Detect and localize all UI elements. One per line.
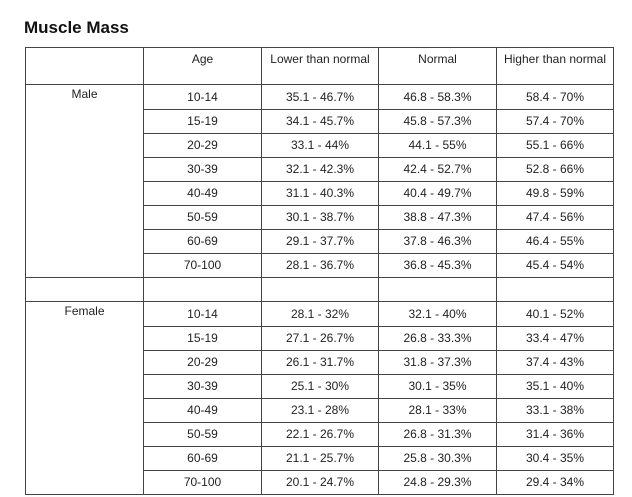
group-label: Male (26, 85, 144, 110)
higher-cell: 31.4 - 36% (497, 422, 614, 446)
normal-cell: 42.4 - 52.7% (379, 157, 497, 181)
table-row (26, 109, 614, 133)
age-cell: 40-49 (144, 181, 262, 205)
higher-cell: 55.1 - 66% (497, 133, 614, 157)
normal-cell: 36.8 - 45.3% (379, 253, 497, 278)
empty-cell (144, 278, 262, 302)
group-cell (26, 422, 144, 446)
higher-cell: 47.4 - 56% (497, 205, 614, 229)
lower-cell: 28.1 - 32% (262, 302, 379, 327)
normal-cell: 46.8 - 58.3% (379, 85, 497, 110)
normal-cell: 24.8 - 29.3% (379, 470, 497, 495)
lower-cell: 25.1 - 30% (262, 374, 379, 398)
higher-cell: 52.8 - 66% (497, 157, 614, 181)
age-cell: 30-39 (144, 374, 262, 398)
table-row (26, 398, 614, 422)
group-label: Female (26, 302, 144, 327)
normal-cell: 30.1 - 35% (379, 374, 497, 398)
age-cell: 70-100 (144, 253, 262, 278)
higher-cell: 58.4 - 70% (497, 85, 614, 110)
table-row (26, 229, 614, 253)
group-cell (26, 109, 144, 133)
group-cell (26, 470, 144, 495)
table-row (26, 470, 614, 495)
higher-cell: 46.4 - 55% (497, 229, 614, 253)
spacer-row (26, 278, 614, 302)
group-cell (26, 229, 144, 253)
table-row (26, 422, 614, 446)
group-cell (26, 326, 144, 350)
group-cell (26, 374, 144, 398)
empty-cell (379, 278, 497, 302)
normal-cell: 40.4 - 49.7% (379, 181, 497, 205)
normal-cell: 38.8 - 47.3% (379, 205, 497, 229)
normal-cell: 25.8 - 30.3% (379, 446, 497, 470)
group-cell (26, 157, 144, 181)
group-cell (26, 205, 144, 229)
group-cell (26, 350, 144, 374)
lower-cell: 29.1 - 37.7% (262, 229, 379, 253)
higher-cell: 57.4 - 70% (497, 109, 614, 133)
empty-cell (497, 278, 614, 302)
group-cell (26, 446, 144, 470)
lower-cell: 30.1 - 38.7% (262, 205, 379, 229)
lower-cell: 33.1 - 44% (262, 133, 379, 157)
age-cell: 30-39 (144, 157, 262, 181)
table-row (26, 350, 614, 374)
header-age: Age (144, 48, 262, 85)
age-cell: 10-14 (144, 302, 262, 327)
header-normal: Normal (379, 48, 497, 85)
header-higher: Higher than normal (497, 48, 614, 85)
lower-cell: 26.1 - 31.7% (262, 350, 379, 374)
table-row (26, 374, 614, 398)
higher-cell: 37.4 - 43% (497, 350, 614, 374)
age-cell: 50-59 (144, 422, 262, 446)
muscle-mass-table (25, 47, 614, 495)
age-cell: 60-69 (144, 229, 262, 253)
table-row (26, 133, 614, 157)
table-row (26, 85, 614, 110)
table-body (26, 85, 614, 495)
lower-cell: 28.1 - 36.7% (262, 253, 379, 278)
higher-cell: 35.1 - 40% (497, 374, 614, 398)
lower-cell: 22.1 - 26.7% (262, 422, 379, 446)
header-group (26, 48, 144, 85)
group-cell (26, 253, 144, 278)
table-row (26, 157, 614, 181)
table-row (26, 205, 614, 229)
age-cell: 40-49 (144, 398, 262, 422)
group-cell (26, 181, 144, 205)
lower-cell: 23.1 - 28% (262, 398, 379, 422)
lower-cell: 20.1 - 24.7% (262, 470, 379, 495)
table-row (26, 253, 614, 278)
empty-cell (262, 278, 379, 302)
age-cell: 15-19 (144, 326, 262, 350)
higher-cell: 40.1 - 52% (497, 302, 614, 327)
group-cell (26, 398, 144, 422)
normal-cell: 26.8 - 33.3% (379, 326, 497, 350)
age-cell: 70-100 (144, 470, 262, 495)
higher-cell: 33.1 - 38% (497, 398, 614, 422)
group-cell (26, 133, 144, 157)
normal-cell: 32.1 - 40% (379, 302, 497, 327)
empty-cell (26, 278, 144, 302)
lower-cell: 35.1 - 46.7% (262, 85, 379, 110)
lower-cell: 27.1 - 26.7% (262, 326, 379, 350)
normal-cell: 37.8 - 46.3% (379, 229, 497, 253)
table-row (26, 302, 614, 327)
age-cell: 60-69 (144, 446, 262, 470)
age-cell: 10-14 (144, 85, 262, 110)
lower-cell: 32.1 - 42.3% (262, 157, 379, 181)
table-row (26, 181, 614, 205)
lower-cell: 21.1 - 25.7% (262, 446, 379, 470)
table-header-row (26, 48, 614, 85)
table-row (26, 326, 614, 350)
lower-cell: 31.1 - 40.3% (262, 181, 379, 205)
higher-cell: 30.4 - 35% (497, 446, 614, 470)
table-row (26, 446, 614, 470)
normal-cell: 31.8 - 37.3% (379, 350, 497, 374)
higher-cell: 33.4 - 47% (497, 326, 614, 350)
higher-cell: 29.4 - 34% (497, 470, 614, 495)
normal-cell: 45.8 - 57.3% (379, 109, 497, 133)
age-cell: 15-19 (144, 109, 262, 133)
normal-cell: 28.1 - 33% (379, 398, 497, 422)
normal-cell: 44.1 - 55% (379, 133, 497, 157)
normal-cell: 26.8 - 31.3% (379, 422, 497, 446)
age-cell: 50-59 (144, 205, 262, 229)
page-title: Muscle Mass (24, 18, 129, 37)
age-cell: 20-29 (144, 133, 262, 157)
higher-cell: 49.8 - 59% (497, 181, 614, 205)
lower-cell: 34.1 - 45.7% (262, 109, 379, 133)
age-cell: 20-29 (144, 350, 262, 374)
higher-cell: 45.4 - 54% (497, 253, 614, 278)
header-lower: Lower than normal (262, 48, 379, 85)
